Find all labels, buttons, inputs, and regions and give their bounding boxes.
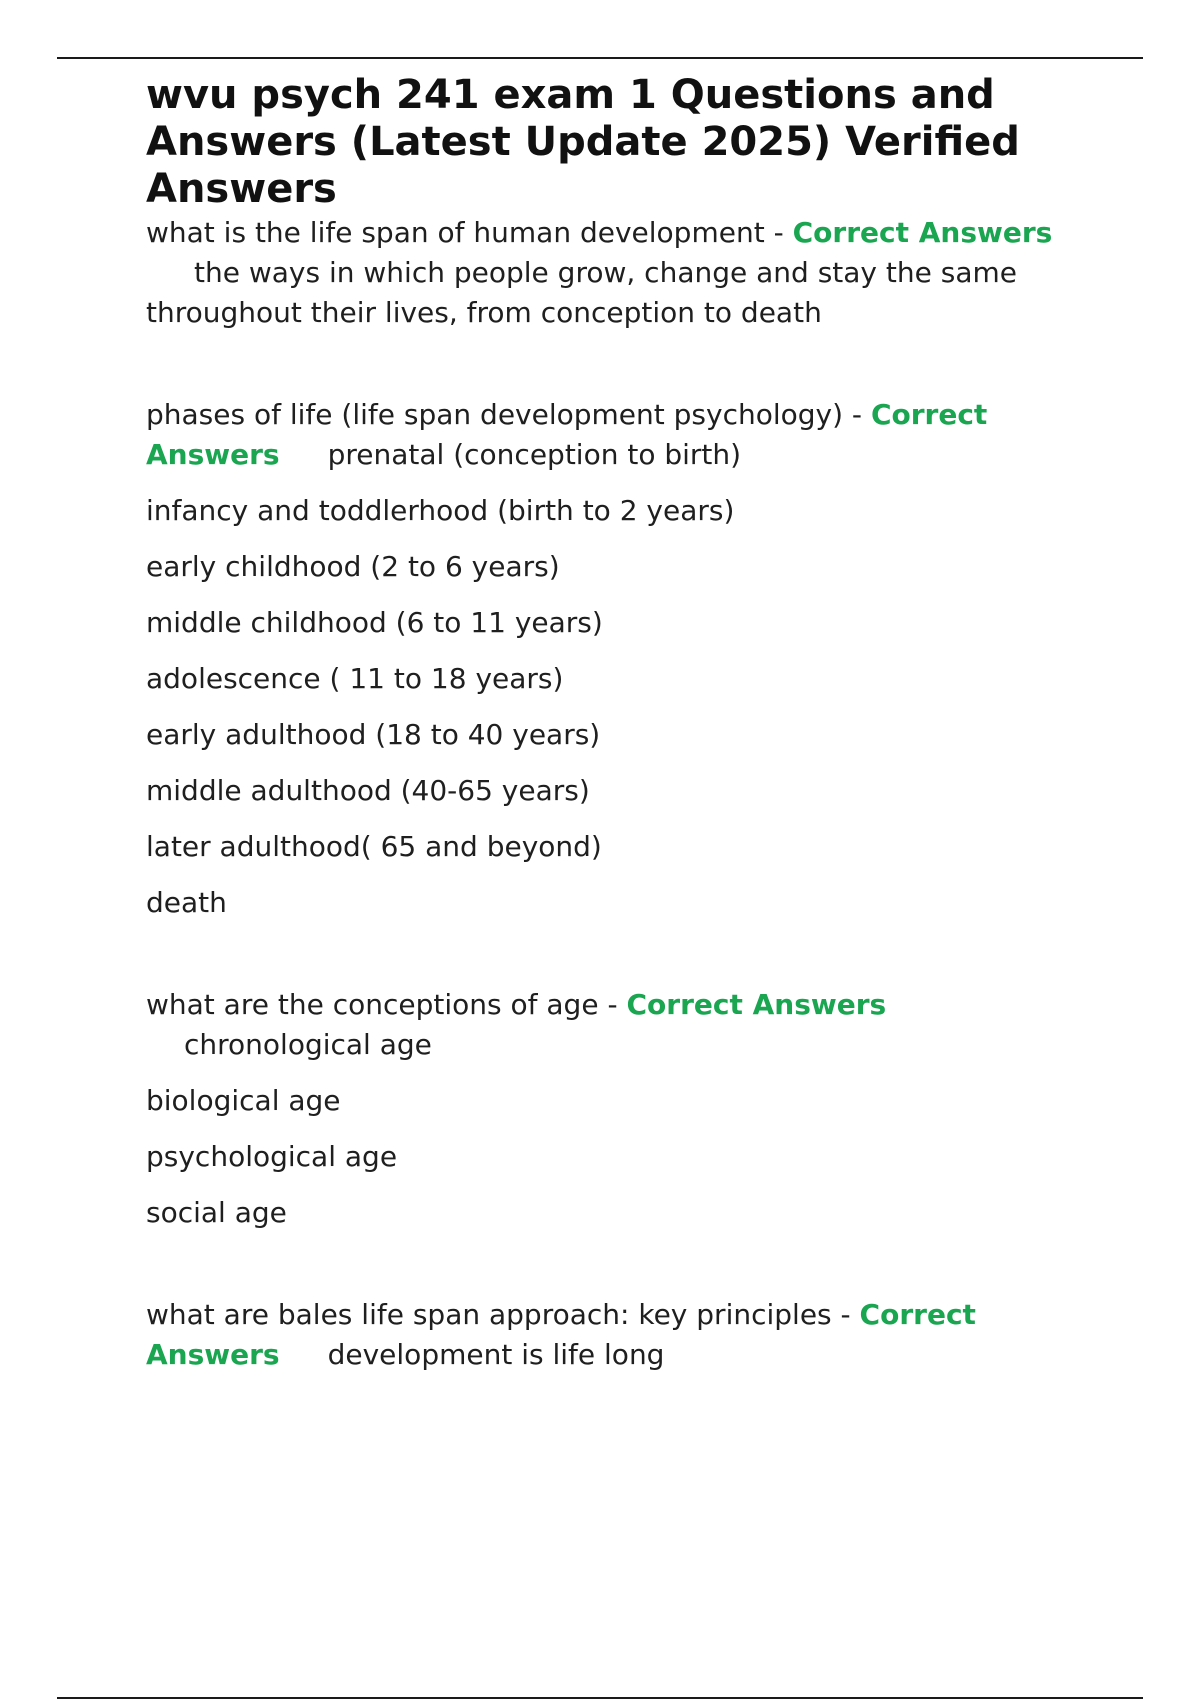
question-text: phases of life (life span development psychology) - bbox=[146, 398, 871, 431]
bottom-rule bbox=[57, 1697, 1143, 1699]
list-item: biological age bbox=[146, 1084, 341, 1117]
document-title: wvu psych 241 exam 1 Questions and Answers (Latest Update 2025) Verified Answers bbox=[146, 72, 1020, 212]
answer-text: development is life long bbox=[327, 1338, 665, 1371]
correct-answers-label: Correct Answers bbox=[146, 1298, 976, 1371]
question-text: what are bales life span approach: key principles - bbox=[146, 1298, 860, 1331]
qa-item-4 bbox=[146, 1295, 1096, 1375]
list-item: adolescence ( 11 to 18 years) bbox=[146, 662, 564, 695]
correct-answers-label: Correct Answers bbox=[626, 988, 887, 1021]
question-text: what is the life span of human development - bbox=[146, 216, 793, 249]
qa-item-3 bbox=[146, 985, 1096, 1065]
top-rule bbox=[57, 57, 1143, 59]
list-item: death bbox=[146, 886, 227, 919]
correct-answers-label: Correct Answers bbox=[146, 398, 988, 471]
list-item: later adulthood( 65 and beyond) bbox=[146, 830, 602, 863]
list-item: infancy and toddlerhood (birth to 2 years) bbox=[146, 494, 735, 527]
list-item: psychological age bbox=[146, 1140, 398, 1173]
answer-text: prenatal (conception to birth) bbox=[327, 438, 742, 471]
list-item: middle adulthood (40-65 years) bbox=[146, 774, 590, 807]
qa-item-2 bbox=[146, 395, 1096, 475]
correct-answers-label: Correct Answers bbox=[792, 216, 1053, 249]
answer-text: the ways in which people grow, change and stay the same throughout their lives, from conception to death bbox=[146, 256, 1017, 329]
answer-text: chronological age bbox=[184, 1028, 432, 1061]
document-body bbox=[146, 72, 1096, 1375]
list-item: social age bbox=[146, 1196, 287, 1229]
list-item: early adulthood (18 to 40 years) bbox=[146, 718, 601, 751]
question-text: what are the conceptions of age - bbox=[146, 988, 627, 1021]
list-item: early childhood (2 to 6 years) bbox=[146, 550, 560, 583]
qa-item-1 bbox=[146, 213, 1096, 333]
list-item: middle childhood (6 to 11 years) bbox=[146, 606, 603, 639]
